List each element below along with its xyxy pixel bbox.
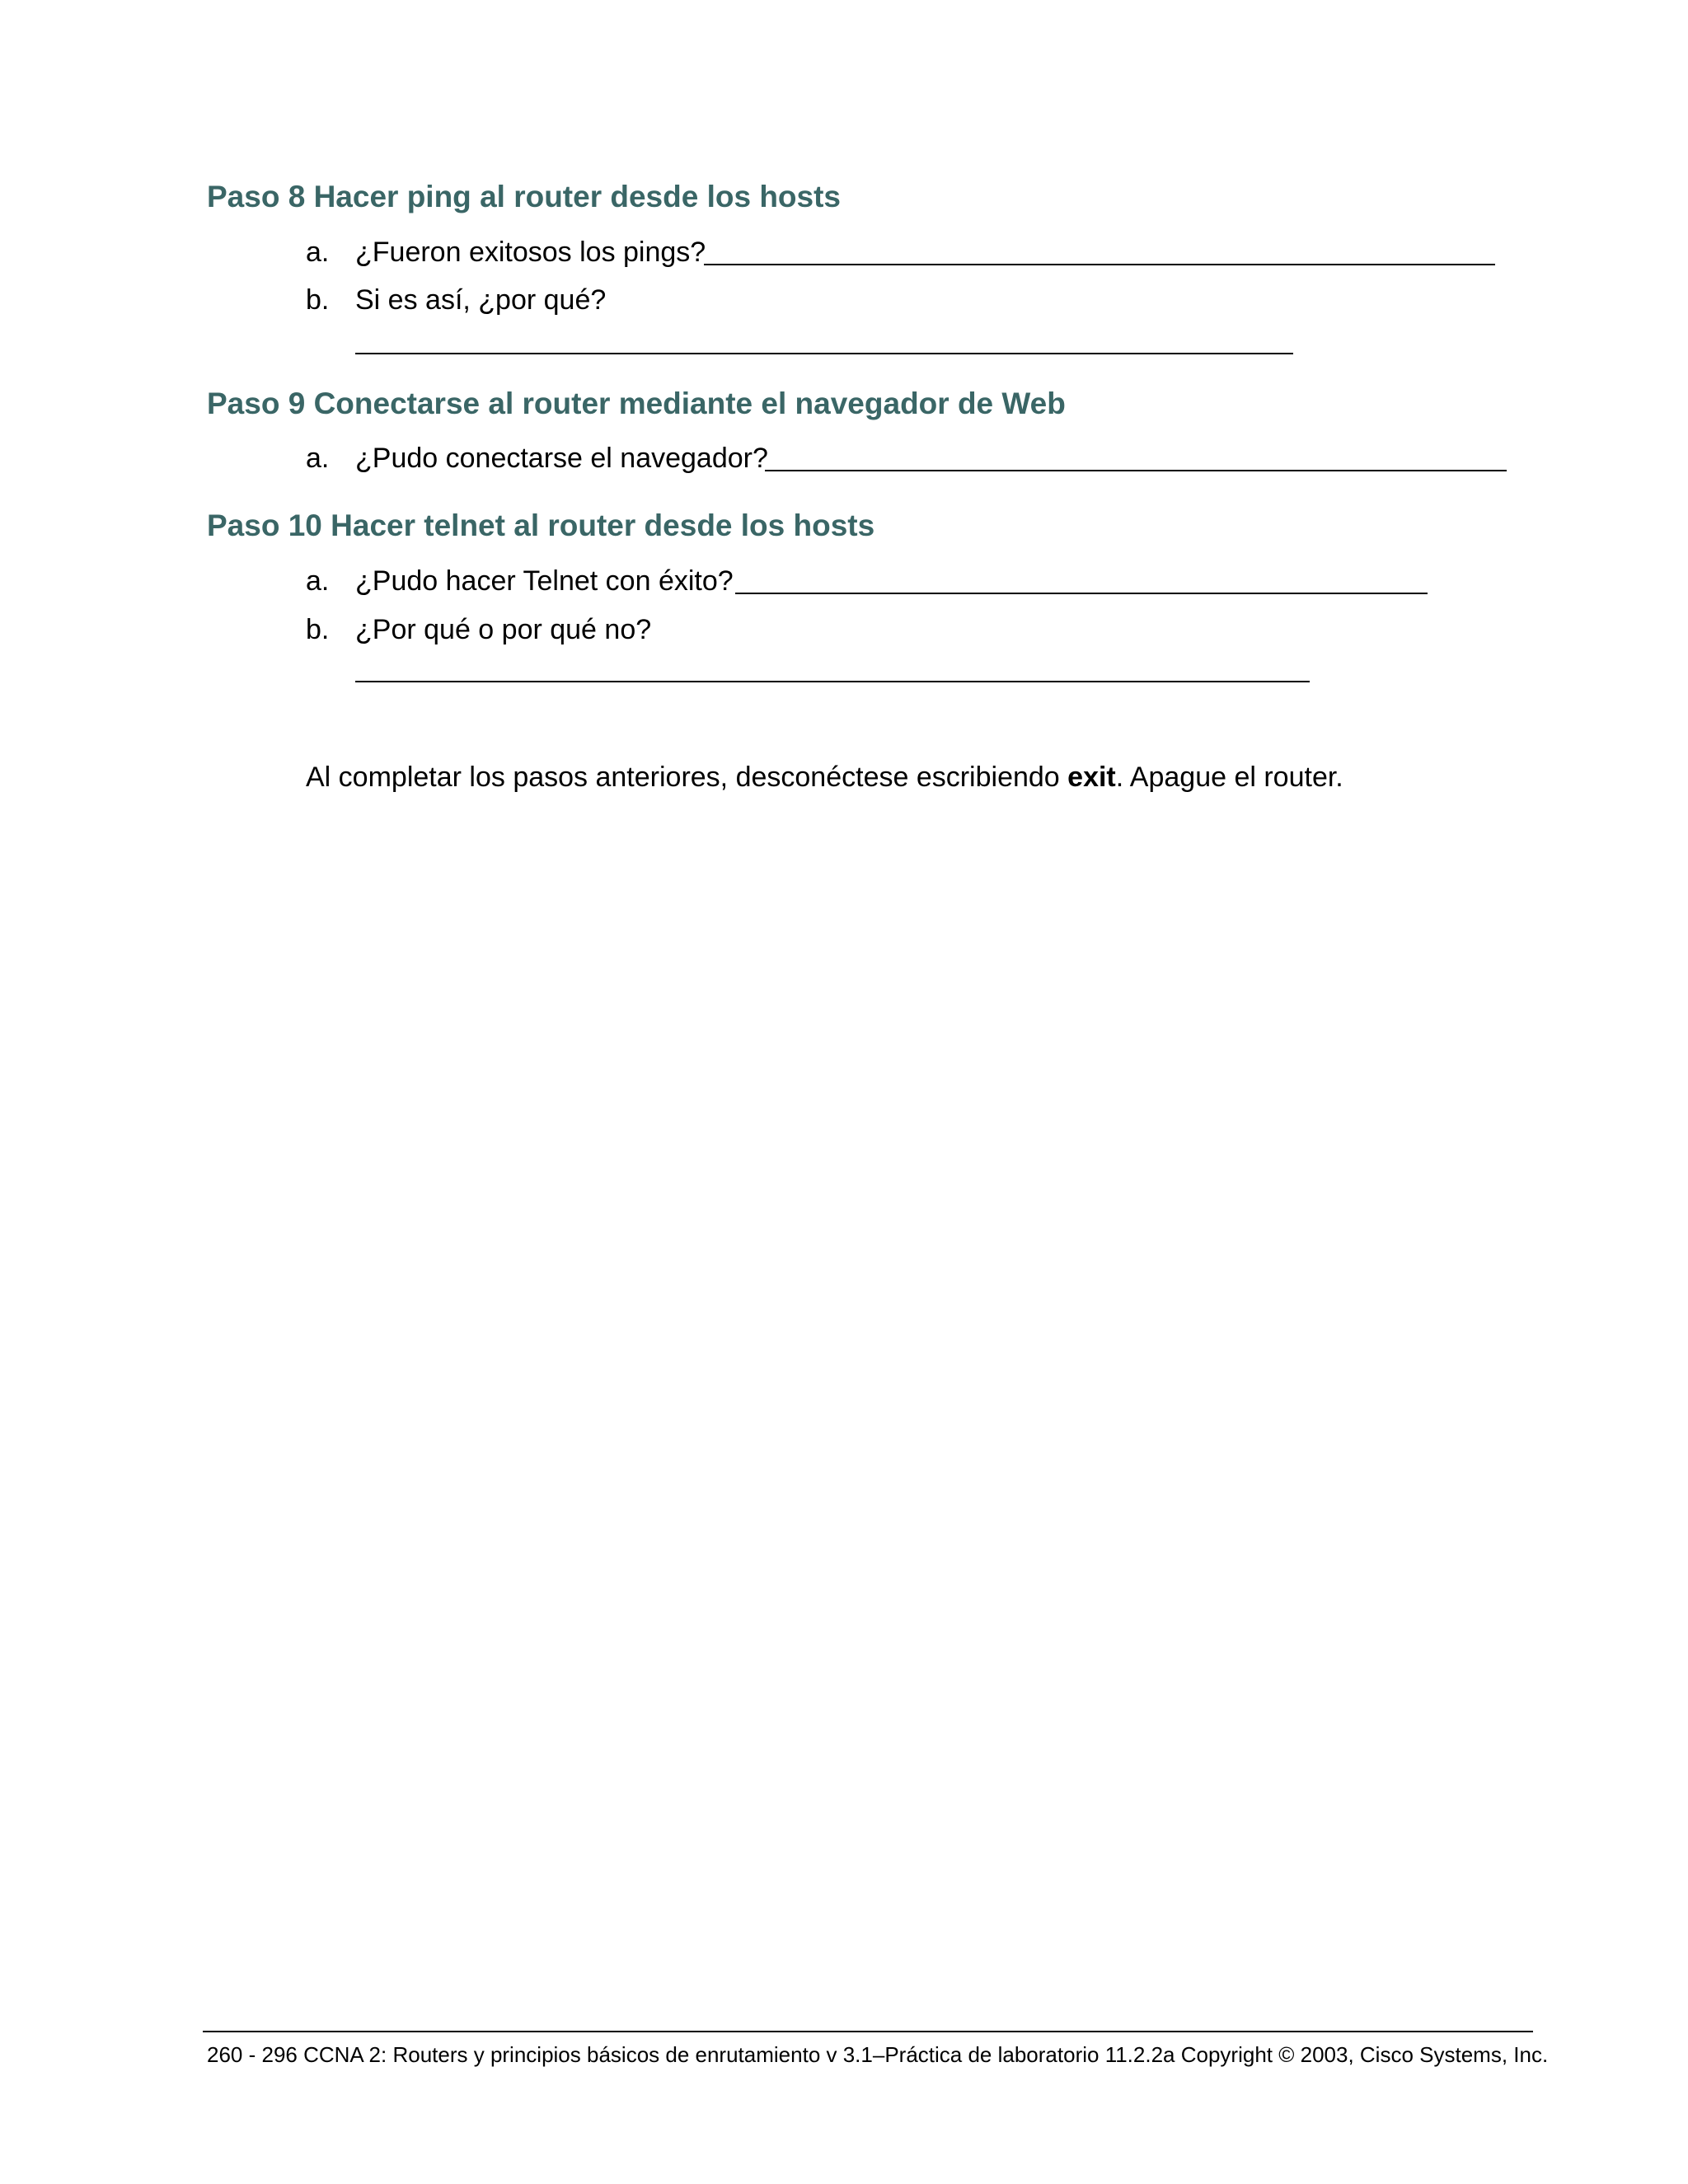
question-text: ¿Fueron exitosos los pings?	[355, 237, 706, 268]
question-text: ¿Pudo hacer Telnet con éxito?	[355, 565, 734, 597]
question-marker: a.	[306, 443, 330, 474]
answer-line-step-8-b[interactable]	[355, 353, 1293, 354]
step-8-question-a	[306, 236, 706, 269]
question-text: Si es así, ¿por qué?	[355, 284, 607, 316]
question-text: ¿Pudo conectarse el navegador?	[355, 443, 768, 474]
answer-line-step-10-b[interactable]	[355, 681, 1310, 682]
answer-line-step-8-a[interactable]	[704, 264, 1495, 265]
step-8-question-b	[306, 284, 606, 316]
step-9-heading: Paso 9 Conectarse al router mediante el navegador de Web	[207, 387, 1066, 420]
step-8-heading: Paso 8 Hacer ping al router desde los hosts	[207, 180, 842, 213]
closing-paragraph	[306, 762, 1343, 794]
step-9-question-a	[306, 442, 768, 475]
footer-text: 260 - 296 CCNA 2: Routers y principios básicos de enrutamiento v 3.1–Práctica de laboratorio 11.2.2a Copyright © 2003, Cisco Systems, Inc.	[207, 2042, 1549, 2067]
footer-rule	[203, 2031, 1533, 2032]
step-10-heading: Paso 10 Hacer telnet al router desde los hosts	[207, 509, 875, 542]
closing-text-before: Al completar los pasos anteriores, desconéctese escribiendo	[306, 762, 1068, 793]
answer-line-step-10-a[interactable]	[735, 593, 1428, 594]
step-10-question-a	[306, 565, 734, 598]
question-marker: a.	[306, 237, 330, 268]
question-marker: a.	[306, 565, 330, 597]
question-marker: b.	[306, 614, 330, 645]
question-marker: b.	[306, 284, 330, 316]
step-10-question-b	[306, 613, 651, 646]
answer-line-step-9-a[interactable]	[765, 470, 1507, 471]
exit-command: exit	[1067, 762, 1116, 793]
question-text: ¿Por qué o por qué no?	[355, 614, 652, 645]
closing-text-after: . Apague el router.	[1115, 762, 1343, 793]
